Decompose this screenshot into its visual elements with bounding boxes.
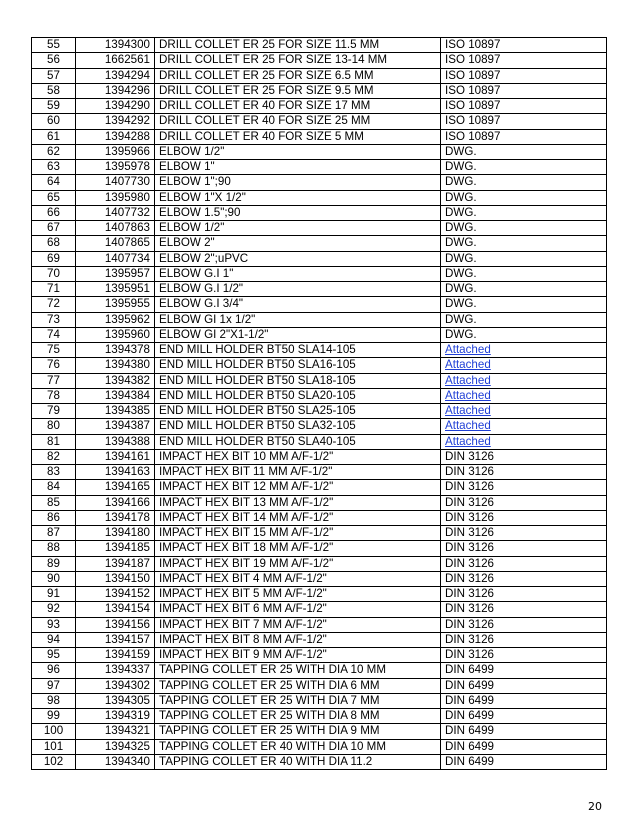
- table-row: [32, 510, 607, 525]
- table-row: [32, 602, 607, 617]
- item-code: 1394305: [76, 693, 155, 708]
- item-description: IMPACT HEX BIT 6 MM A/F-1/2": [155, 602, 441, 617]
- table-row: [32, 434, 607, 449]
- table-row: [32, 114, 607, 129]
- item-code: 1394154: [76, 602, 155, 617]
- item-description: DRILL COLLET ER 40 FOR SIZE 25 MM: [155, 114, 441, 129]
- attached-link[interactable]: Attached: [445, 434, 491, 448]
- attached-link[interactable]: Attached: [445, 404, 491, 418]
- item-standard: DIN 6499: [441, 709, 607, 724]
- row-number: 81: [32, 434, 76, 449]
- row-number: 99: [32, 709, 76, 724]
- item-standard: DIN 3126: [441, 587, 607, 602]
- page-number: 20: [588, 800, 602, 813]
- item-standard: DIN 3126: [441, 465, 607, 480]
- table-row: [32, 571, 607, 586]
- item-standard: DWG.: [441, 175, 607, 190]
- item-code: 1394385: [76, 404, 155, 419]
- table-row: [32, 373, 607, 388]
- item-description: ELBOW 1/2": [155, 144, 441, 159]
- item-description: ELBOW 1": [155, 160, 441, 175]
- item-code: 1395980: [76, 190, 155, 205]
- table-row: [32, 358, 607, 373]
- item-description: ELBOW 1.5";90: [155, 205, 441, 220]
- item-code: 1394150: [76, 571, 155, 586]
- item-code: 1394382: [76, 373, 155, 388]
- table-row: [32, 449, 607, 464]
- item-code: 1394161: [76, 449, 155, 464]
- item-description: TAPPING COLLET ER 25 WITH DIA 7 MM: [155, 693, 441, 708]
- item-standard: DWG.: [441, 312, 607, 327]
- row-number: 72: [32, 297, 76, 312]
- item-code: 1407865: [76, 236, 155, 251]
- row-number: 71: [32, 282, 76, 297]
- attached-link[interactable]: Attached: [445, 388, 491, 402]
- item-description: ELBOW GI 1x 1/2": [155, 312, 441, 327]
- item-code: 1394302: [76, 678, 155, 693]
- row-number: 97: [32, 678, 76, 693]
- row-number: 57: [32, 68, 76, 83]
- item-code: 1407734: [76, 251, 155, 266]
- table-row: [32, 343, 607, 358]
- table-row: [32, 68, 607, 83]
- row-number: 62: [32, 144, 76, 159]
- item-description: TAPPING COLLET ER 40 WITH DIA 10 MM: [155, 739, 441, 754]
- item-code: 1395960: [76, 327, 155, 342]
- table-row: [32, 175, 607, 190]
- item-description: IMPACT HEX BIT 4 MM A/F-1/2": [155, 571, 441, 586]
- item-standard: DIN 6499: [441, 693, 607, 708]
- item-description: DRILL COLLET ER 40 FOR SIZE 5 MM: [155, 129, 441, 144]
- item-description: ELBOW G.I 1": [155, 266, 441, 281]
- item-standard: ISO 10897: [441, 53, 607, 68]
- item-standard-cell: [441, 358, 607, 373]
- row-number: 78: [32, 388, 76, 403]
- item-code: 1394384: [76, 388, 155, 403]
- item-description: IMPACT HEX BIT 11 MM A/F-1/2": [155, 465, 441, 480]
- item-description: END MILL HOLDER BT50 SLA16-105: [155, 358, 441, 373]
- item-standard: ISO 10897: [441, 129, 607, 144]
- table-row: [32, 724, 607, 739]
- row-number: 75: [32, 343, 76, 358]
- item-standard: DWG.: [441, 236, 607, 251]
- table-row: [32, 632, 607, 647]
- item-code: 1394165: [76, 480, 155, 495]
- item-description: DRILL COLLET ER 25 FOR SIZE 11.5 MM: [155, 38, 441, 53]
- item-description: IMPACT HEX BIT 5 MM A/F-1/2": [155, 587, 441, 602]
- item-description: END MILL HOLDER BT50 SLA18-105: [155, 373, 441, 388]
- item-description: ELBOW GI 2"X1-1/2": [155, 327, 441, 342]
- item-standard: DIN 6499: [441, 663, 607, 678]
- item-standard: DWG.: [441, 144, 607, 159]
- table-row: [32, 617, 607, 632]
- item-description: ELBOW 2": [155, 236, 441, 251]
- row-number: 92: [32, 602, 76, 617]
- row-number: 84: [32, 480, 76, 495]
- item-description: TAPPING COLLET ER 40 WITH DIA 11.2: [155, 754, 441, 769]
- table-row: [32, 99, 607, 114]
- item-description: IMPACT HEX BIT 13 MM A/F-1/2": [155, 495, 441, 510]
- item-code: 1407730: [76, 175, 155, 190]
- row-number: 94: [32, 632, 76, 647]
- row-number: 98: [32, 693, 76, 708]
- item-standard: DWG.: [441, 221, 607, 236]
- item-code: 1394180: [76, 526, 155, 541]
- row-number: 55: [32, 38, 76, 53]
- item-description: IMPACT HEX BIT 10 MM A/F-1/2": [155, 449, 441, 464]
- item-description: TAPPING COLLET ER 25 WITH DIA 9 MM: [155, 724, 441, 739]
- item-description: DRILL COLLET ER 25 FOR SIZE 13-14 MM: [155, 53, 441, 68]
- row-number: 86: [32, 510, 76, 525]
- table-row: [32, 251, 607, 266]
- attached-link[interactable]: Attached: [445, 358, 491, 372]
- table-row: [32, 38, 607, 53]
- item-standard: DWG.: [441, 297, 607, 312]
- attached-link[interactable]: Attached: [445, 373, 491, 387]
- item-standard: DIN 3126: [441, 480, 607, 495]
- item-standard: DWG.: [441, 160, 607, 175]
- item-code: 1394380: [76, 358, 155, 373]
- item-standard: DIN 3126: [441, 541, 607, 556]
- item-standard: DIN 3126: [441, 510, 607, 525]
- item-standard: DIN 3126: [441, 602, 607, 617]
- item-description: IMPACT HEX BIT 12 MM A/F-1/2": [155, 480, 441, 495]
- item-standard-cell: [441, 419, 607, 434]
- table-row: [32, 144, 607, 159]
- row-number: 63: [32, 160, 76, 175]
- attached-link[interactable]: Attached: [445, 419, 491, 433]
- item-description: DRILL COLLET ER 40 FOR SIZE 17 MM: [155, 99, 441, 114]
- table-row: [32, 297, 607, 312]
- item-standard: ISO 10897: [441, 83, 607, 98]
- item-description: END MILL HOLDER BT50 SLA40-105: [155, 434, 441, 449]
- item-standard-cell: [441, 343, 607, 358]
- item-standard: DWG.: [441, 251, 607, 266]
- table-row: [32, 221, 607, 236]
- table-row: [32, 678, 607, 693]
- item-standard-cell: [441, 373, 607, 388]
- item-standard: DIN 6499: [441, 739, 607, 754]
- item-code: 1407732: [76, 205, 155, 220]
- item-code: 1395951: [76, 282, 155, 297]
- item-code: 1394296: [76, 83, 155, 98]
- item-code: 1394288: [76, 129, 155, 144]
- table-row: [32, 404, 607, 419]
- item-code: 1395966: [76, 144, 155, 159]
- row-number: 102: [32, 754, 76, 769]
- row-number: 70: [32, 266, 76, 281]
- row-number: 93: [32, 617, 76, 632]
- table-row: [32, 648, 607, 663]
- row-number: 101: [32, 739, 76, 754]
- row-number: 91: [32, 587, 76, 602]
- item-code: 1395957: [76, 266, 155, 281]
- table-row: [32, 327, 607, 342]
- item-code: 1394387: [76, 419, 155, 434]
- item-standard: DWG.: [441, 266, 607, 281]
- table-row: [32, 541, 607, 556]
- item-standard: DIN 3126: [441, 526, 607, 541]
- item-code: 1395962: [76, 312, 155, 327]
- row-number: 66: [32, 205, 76, 220]
- row-number: 83: [32, 465, 76, 480]
- item-description: END MILL HOLDER BT50 SLA25-105: [155, 404, 441, 419]
- row-number: 60: [32, 114, 76, 129]
- item-description: TAPPING COLLET ER 25 WITH DIA 6 MM: [155, 678, 441, 693]
- row-number: 64: [32, 175, 76, 190]
- item-standard: DWG.: [441, 205, 607, 220]
- row-number: 88: [32, 541, 76, 556]
- row-number: 96: [32, 663, 76, 678]
- item-description: IMPACT HEX BIT 18 MM A/F-1/2": [155, 541, 441, 556]
- item-code: 1394290: [76, 99, 155, 114]
- row-number: 87: [32, 526, 76, 541]
- item-standard: DWG.: [441, 282, 607, 297]
- item-standard: DIN 6499: [441, 754, 607, 769]
- table-row: [32, 282, 607, 297]
- item-code: 1394325: [76, 739, 155, 754]
- item-code: 1394294: [76, 68, 155, 83]
- item-description: IMPACT HEX BIT 19 MM A/F-1/2": [155, 556, 441, 571]
- item-description: END MILL HOLDER BT50 SLA32-105: [155, 419, 441, 434]
- row-number: 76: [32, 358, 76, 373]
- row-number: 58: [32, 83, 76, 98]
- item-standard: DIN 3126: [441, 449, 607, 464]
- row-number: 79: [32, 404, 76, 419]
- row-number: 59: [32, 99, 76, 114]
- item-standard: DIN 3126: [441, 648, 607, 663]
- table-row: [32, 739, 607, 754]
- item-code: 1394185: [76, 541, 155, 556]
- table-row: [32, 205, 607, 220]
- table-row: [32, 587, 607, 602]
- item-code: 1394292: [76, 114, 155, 129]
- item-code: 1394388: [76, 434, 155, 449]
- row-number: 90: [32, 571, 76, 586]
- item-description: ELBOW G.I 3/4": [155, 297, 441, 312]
- row-number: 68: [32, 236, 76, 251]
- row-number: 89: [32, 556, 76, 571]
- row-number: 67: [32, 221, 76, 236]
- item-code: 1394152: [76, 587, 155, 602]
- table-row: [32, 693, 607, 708]
- table-row: [32, 83, 607, 98]
- item-description: IMPACT HEX BIT 14 MM A/F-1/2": [155, 510, 441, 525]
- items-table: [31, 37, 607, 770]
- item-standard: DIN 3126: [441, 571, 607, 586]
- item-code: 1394157: [76, 632, 155, 647]
- row-number: 69: [32, 251, 76, 266]
- table-row: [32, 312, 607, 327]
- item-code: 1662561: [76, 53, 155, 68]
- table-row: [32, 556, 607, 571]
- row-number: 100: [32, 724, 76, 739]
- row-number: 95: [32, 648, 76, 663]
- table-row: [32, 236, 607, 251]
- table-row: [32, 160, 607, 175]
- item-description: END MILL HOLDER BT50 SLA14-105: [155, 343, 441, 358]
- row-number: 74: [32, 327, 76, 342]
- row-number: 65: [32, 190, 76, 205]
- item-standard-cell: [441, 404, 607, 419]
- item-standard-cell: [441, 434, 607, 449]
- item-code: 1394321: [76, 724, 155, 739]
- table-row: [32, 388, 607, 403]
- item-standard: DIN 3126: [441, 495, 607, 510]
- row-number: 77: [32, 373, 76, 388]
- item-code: 1395978: [76, 160, 155, 175]
- item-standard: DIN 3126: [441, 556, 607, 571]
- item-code: 1395955: [76, 297, 155, 312]
- item-code: 1394156: [76, 617, 155, 632]
- item-standard: ISO 10897: [441, 99, 607, 114]
- item-code: 1394337: [76, 663, 155, 678]
- table-row: [32, 419, 607, 434]
- table-row: [32, 465, 607, 480]
- row-number: 82: [32, 449, 76, 464]
- item-description: IMPACT HEX BIT 9 MM A/F-1/2": [155, 648, 441, 663]
- item-code: 1394340: [76, 754, 155, 769]
- item-standard: DWG.: [441, 190, 607, 205]
- table-row: [32, 129, 607, 144]
- item-standard: DIN 6499: [441, 678, 607, 693]
- item-description: IMPACT HEX BIT 8 MM A/F-1/2": [155, 632, 441, 647]
- item-standard: DWG.: [441, 327, 607, 342]
- item-code: 1394300: [76, 38, 155, 53]
- item-description: DRILL COLLET ER 25 FOR SIZE 9.5 MM: [155, 83, 441, 98]
- item-description: DRILL COLLET ER 25 FOR SIZE 6.5 MM: [155, 68, 441, 83]
- item-description: TAPPING COLLET ER 25 WITH DIA 10 MM: [155, 663, 441, 678]
- item-description: IMPACT HEX BIT 7 MM A/F-1/2": [155, 617, 441, 632]
- item-code: 1394166: [76, 495, 155, 510]
- row-number: 73: [32, 312, 76, 327]
- item-description: ELBOW 1";90: [155, 175, 441, 190]
- item-description: ELBOW 1"X 1/2": [155, 190, 441, 205]
- item-description: TAPPING COLLET ER 25 WITH DIA 8 MM: [155, 709, 441, 724]
- item-description: ELBOW 1/2": [155, 221, 441, 236]
- table-row: [32, 266, 607, 281]
- items-table-body: [32, 38, 607, 770]
- item-standard-cell: [441, 388, 607, 403]
- row-number: 56: [32, 53, 76, 68]
- table-row: [32, 663, 607, 678]
- item-description: ELBOW G.I 1/2": [155, 282, 441, 297]
- table-row: [32, 526, 607, 541]
- item-standard: DIN 6499: [441, 724, 607, 739]
- item-description: END MILL HOLDER BT50 SLA20-105: [155, 388, 441, 403]
- item-code: 1394159: [76, 648, 155, 663]
- item-description: IMPACT HEX BIT 15 MM A/F-1/2": [155, 526, 441, 541]
- table-row: [32, 480, 607, 495]
- table-row: [32, 754, 607, 769]
- table-row: [32, 495, 607, 510]
- table-row: [32, 53, 607, 68]
- attached-link[interactable]: Attached: [445, 343, 491, 357]
- item-standard: DIN 3126: [441, 617, 607, 632]
- item-standard: ISO 10897: [441, 38, 607, 53]
- item-code: 1394378: [76, 343, 155, 358]
- item-description: ELBOW 2";uPVC: [155, 251, 441, 266]
- item-code: 1394178: [76, 510, 155, 525]
- item-code: 1407863: [76, 221, 155, 236]
- item-code: 1394187: [76, 556, 155, 571]
- row-number: 61: [32, 129, 76, 144]
- row-number: 80: [32, 419, 76, 434]
- item-code: 1394319: [76, 709, 155, 724]
- item-standard: DIN 3126: [441, 632, 607, 647]
- table-row: [32, 709, 607, 724]
- item-standard: ISO 10897: [441, 68, 607, 83]
- table-row: [32, 190, 607, 205]
- row-number: 85: [32, 495, 76, 510]
- item-code: 1394163: [76, 465, 155, 480]
- item-standard: ISO 10897: [441, 114, 607, 129]
